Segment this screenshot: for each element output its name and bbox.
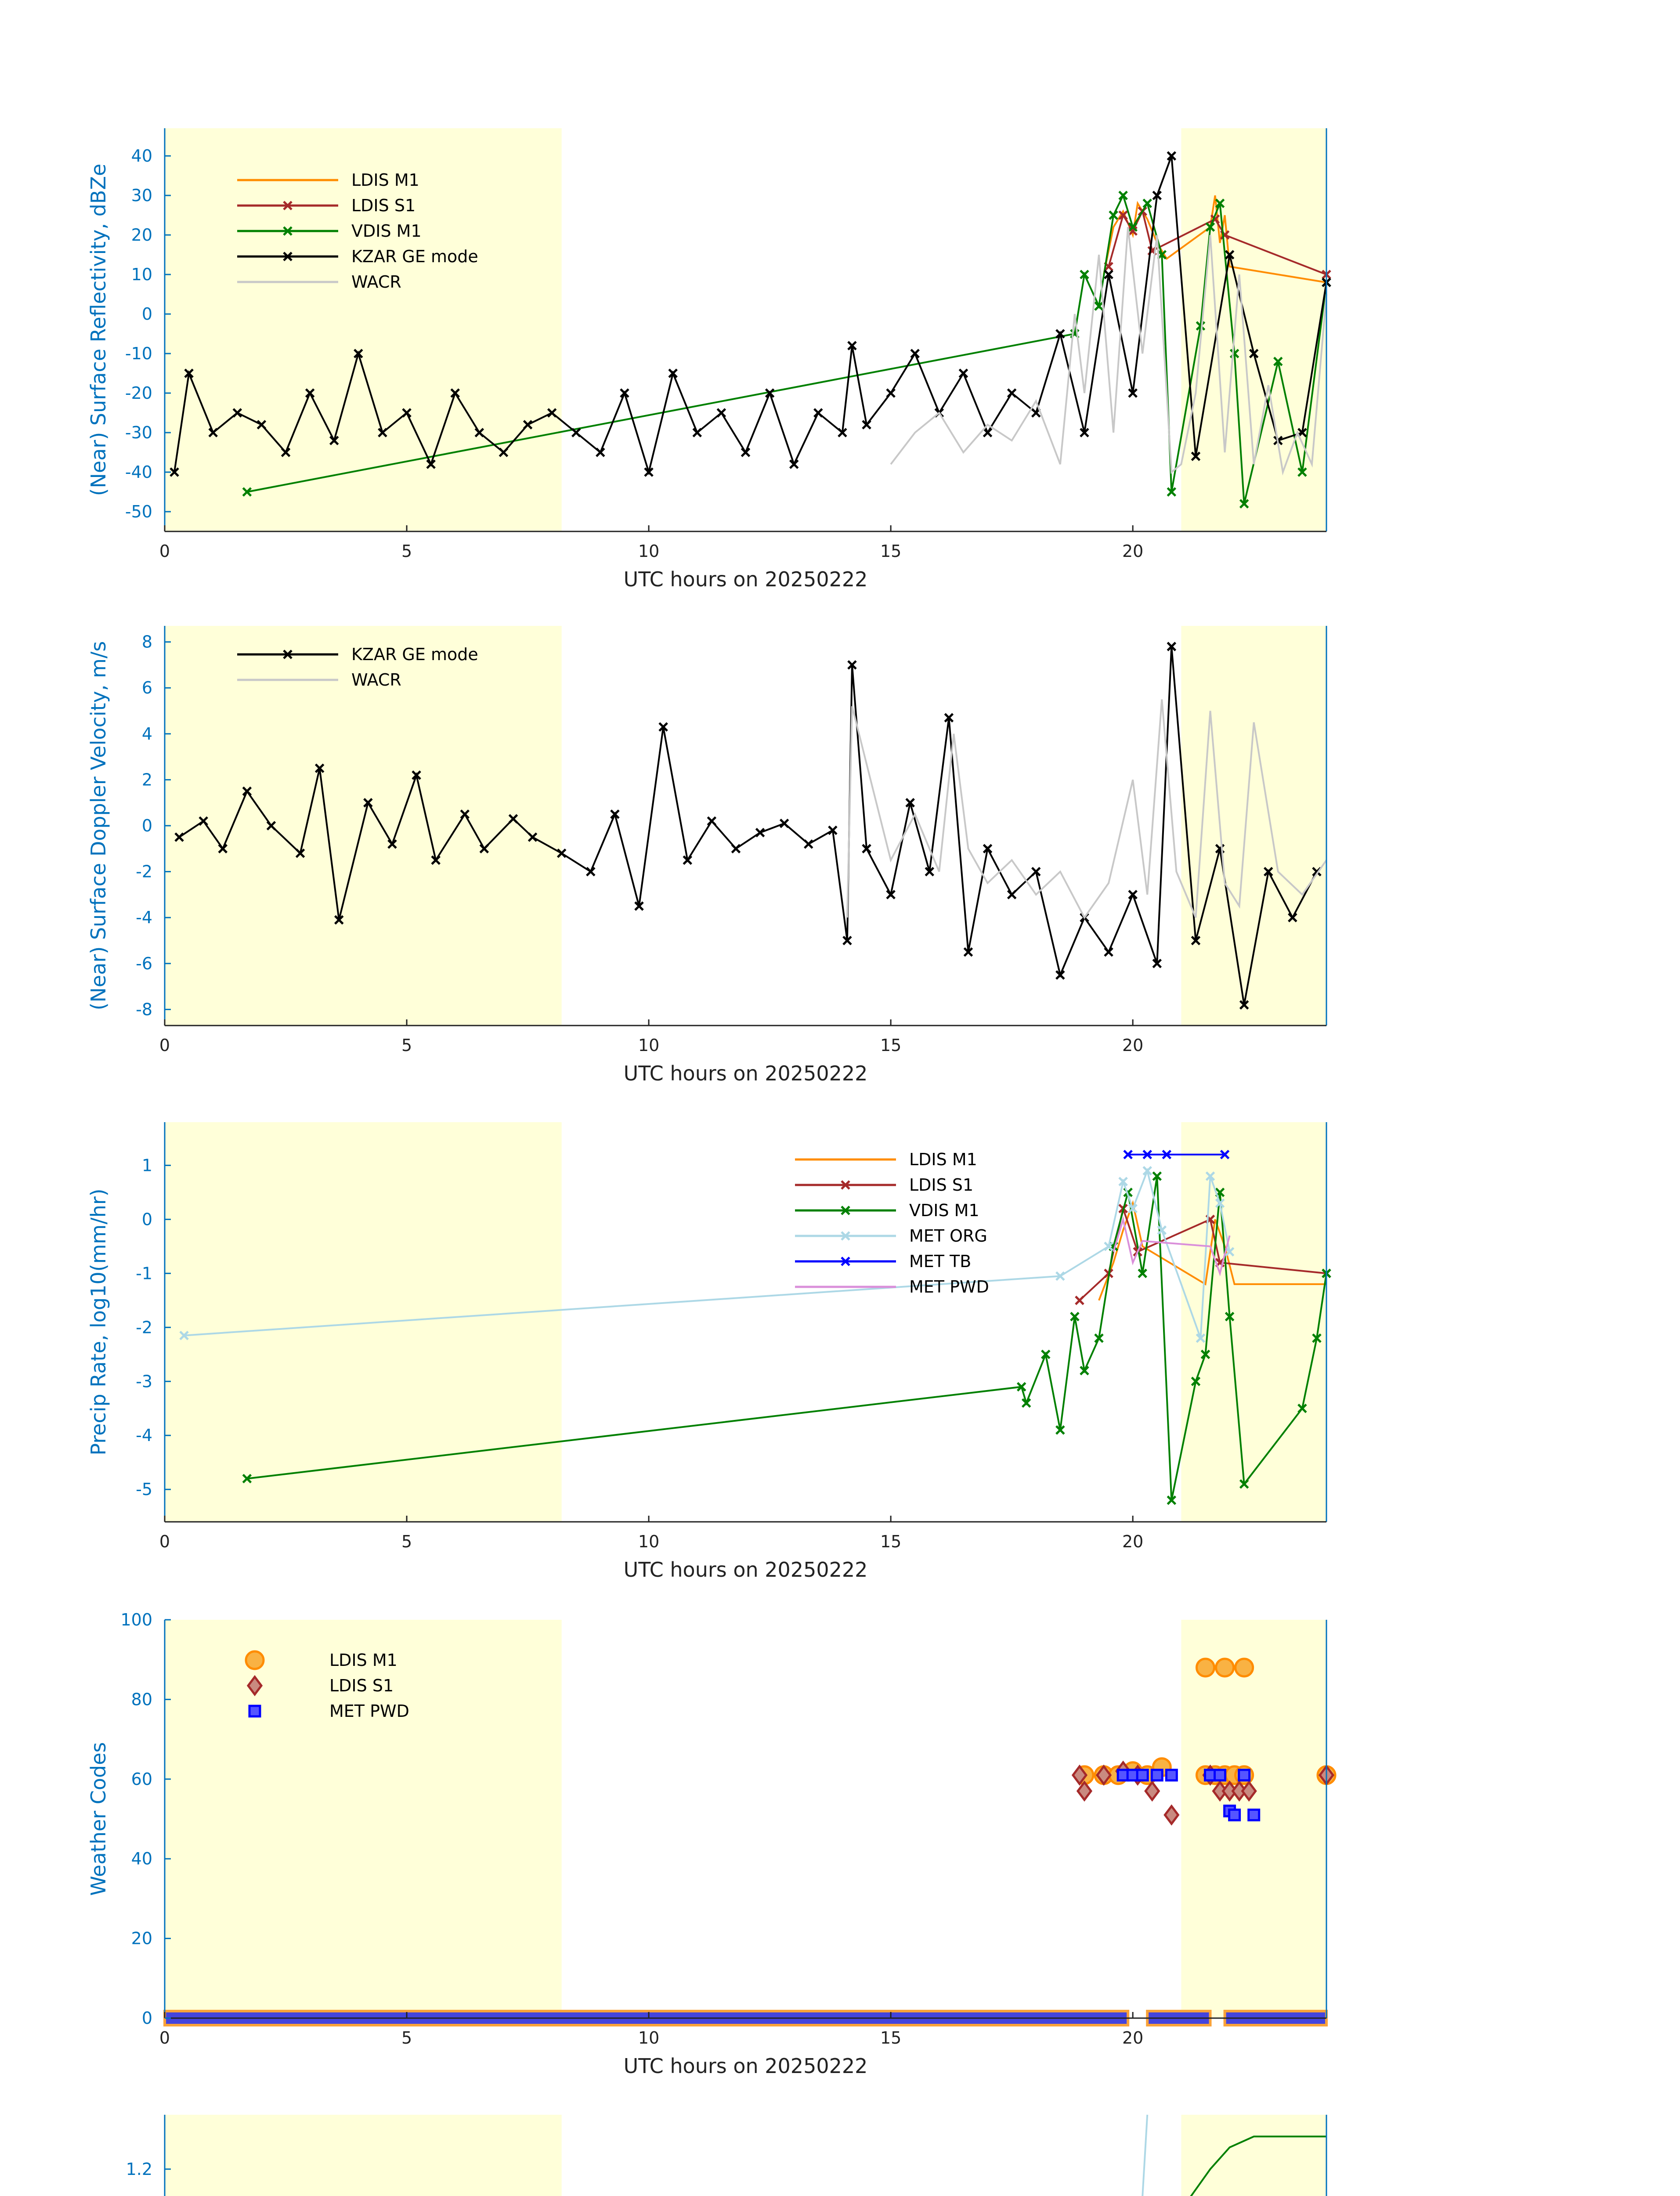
y-tick-label: -8 xyxy=(136,1000,152,1019)
y-tick-label: -3 xyxy=(136,1372,152,1391)
y-tick-label: 0 xyxy=(141,816,152,835)
legend-label: KZAR GE mode xyxy=(351,247,478,266)
met-pwd-point xyxy=(249,1706,260,1716)
y-tick-label: 20 xyxy=(131,225,152,245)
kzar-ge-mode-point xyxy=(732,845,740,852)
x-tick-label: 20 xyxy=(1122,542,1144,561)
night-shading xyxy=(165,2115,562,2196)
kzar-ge-mode-point xyxy=(693,429,701,437)
panel-weather_codes xyxy=(87,1610,1335,2078)
y-tick-label: 0 xyxy=(141,2008,152,2028)
y-tick-label: 10 xyxy=(131,265,152,284)
y-tick-label: 4 xyxy=(141,724,152,744)
kzar-ge-mode-point xyxy=(756,829,764,837)
y-tick-label: 0 xyxy=(141,1210,152,1229)
legend-label: MET PWD xyxy=(909,1277,989,1297)
y-tick-label: 60 xyxy=(131,1769,152,1789)
x-tick-label: 15 xyxy=(880,542,902,561)
y-tick-label: -6 xyxy=(136,954,152,973)
y-tick-label: -40 xyxy=(125,462,152,482)
kzar-ge-mode-point xyxy=(887,389,895,397)
y-tick-label: 1.2 xyxy=(126,2159,152,2179)
x-tick-label: 10 xyxy=(638,1532,660,1551)
x-tick-label: 0 xyxy=(159,542,170,561)
y-axis-label: (Near) Surface Doppler Velocity, m/s xyxy=(87,641,110,1011)
x-axis-label: UTC hours on 20250222 xyxy=(623,567,868,591)
legend-label: VDIS M1 xyxy=(909,1201,979,1220)
kzar-ge-mode-point xyxy=(780,820,788,827)
met-pwd-point xyxy=(1215,1770,1225,1781)
night-shading xyxy=(165,1122,562,1522)
x-axis-label: UTC hours on 20250222 xyxy=(623,1062,868,1085)
legend-label: WACR xyxy=(351,670,401,690)
y-tick-label: -5 xyxy=(136,1480,152,1499)
x-tick-label: 0 xyxy=(159,2028,170,2048)
legend xyxy=(795,1150,989,1297)
night-shading xyxy=(1181,2115,1326,2196)
kzar-ge-mode-point xyxy=(1105,948,1113,956)
y-tick-label: 40 xyxy=(131,1849,152,1869)
y-tick-label: -4 xyxy=(136,1426,152,1445)
x-tick-label: 5 xyxy=(401,1036,412,1055)
kzar-ge-mode-point xyxy=(959,369,967,377)
kzar-ge-mode-point xyxy=(742,448,750,456)
x-tick-label: 20 xyxy=(1122,2028,1144,2048)
night-shading xyxy=(1181,1122,1326,1522)
y-tick-label: 6 xyxy=(141,678,152,698)
legend-label: KZAR GE mode xyxy=(351,645,478,664)
legend-label: LDIS M1 xyxy=(909,1150,977,1169)
x-tick-label: 15 xyxy=(880,1532,902,1551)
legend-item-vdis-m1 xyxy=(795,1201,979,1220)
x-tick-label: 15 xyxy=(880,1036,902,1055)
y-tick-label: 0 xyxy=(141,304,152,324)
legend-label: VDIS M1 xyxy=(351,221,422,241)
kzar-ge-mode-point xyxy=(1008,389,1016,397)
x-tick-label: 10 xyxy=(638,2028,660,2048)
kzar-ge-mode-point xyxy=(1008,891,1016,899)
y-tick-label: -30 xyxy=(125,423,152,442)
y-tick-label: -2 xyxy=(136,1318,152,1337)
y-tick-label: -4 xyxy=(136,908,152,928)
kzar-ge-mode-point xyxy=(708,817,715,825)
x-tick-label: 5 xyxy=(401,542,412,561)
panel-doppler xyxy=(87,626,1326,1085)
met-pwd-point xyxy=(1166,1770,1177,1781)
legend-label: MET TB xyxy=(909,1252,972,1271)
ldis-s1-point xyxy=(1076,1297,1084,1304)
legend-label: LDIS S1 xyxy=(909,1175,974,1195)
y-tick-label: -10 xyxy=(125,344,152,363)
legend-item-ldis-m1 xyxy=(795,1150,977,1169)
met-pwd-point xyxy=(1137,1770,1148,1781)
x-tick-label: 20 xyxy=(1122,1036,1144,1055)
y-axis-label: Weather Codes xyxy=(87,1742,110,1896)
y-tick-label: -1 xyxy=(136,1264,152,1283)
legend-label: WACR xyxy=(351,272,401,292)
panel-reflectivity xyxy=(87,128,1330,591)
legend-item-met-org xyxy=(795,1226,987,1246)
y-tick-label: -50 xyxy=(125,502,152,521)
x-tick-label: 20 xyxy=(1122,1532,1144,1551)
met-pwd-point xyxy=(1229,1810,1240,1820)
legend-label: MET PWD xyxy=(329,1701,409,1721)
ldis-m1-point xyxy=(1196,1659,1214,1676)
ldis-m1-point xyxy=(1216,1659,1234,1676)
panel-cum_precip xyxy=(87,2115,1330,2196)
x-tick-label: 5 xyxy=(401,2028,412,2048)
x-tick-label: 5 xyxy=(401,1532,412,1551)
y-tick-label: 8 xyxy=(141,632,152,652)
panel-precip_rate xyxy=(87,1122,1330,1582)
legend-item-met-pwd xyxy=(795,1277,989,1297)
kzar-ge-mode-point xyxy=(596,448,604,456)
legend-item-ldis-s1 xyxy=(795,1175,973,1195)
y-tick-label: 1 xyxy=(141,1156,152,1175)
x-axis-label: UTC hours on 20250222 xyxy=(623,2054,868,2078)
legend-label: LDIS S1 xyxy=(329,1676,394,1695)
x-tick-label: 0 xyxy=(159,1036,170,1055)
legend-label: LDIS M1 xyxy=(351,170,419,190)
y-tick-label: 100 xyxy=(120,1610,152,1629)
x-tick-label: 10 xyxy=(638,1036,660,1055)
x-tick-label: 10 xyxy=(638,542,660,561)
kzar-ge-mode-point xyxy=(1129,891,1137,899)
legend-item-met-tb xyxy=(795,1252,971,1271)
met-pwd-point xyxy=(1239,1770,1250,1781)
y-tick-label: 80 xyxy=(131,1690,152,1709)
met-pwd-point xyxy=(1249,1810,1259,1820)
kzar-ge-mode-point xyxy=(814,409,822,417)
ldis-m1-point xyxy=(246,1651,264,1669)
legend-label: LDIS S1 xyxy=(351,196,416,215)
kzar-ge-mode-point xyxy=(984,429,992,437)
y-tick-label: 20 xyxy=(131,1929,152,1948)
y-tick-label: 40 xyxy=(131,146,152,166)
kzar-ge-mode-point xyxy=(911,350,919,358)
x-tick-label: 15 xyxy=(880,2028,902,2048)
y-axis-label: Precip Rate, log10(mm/hr) xyxy=(87,1188,110,1456)
ldis-m1-point xyxy=(1236,1659,1253,1676)
y-tick-label: 2 xyxy=(141,770,152,790)
kzar-ge-mode-point xyxy=(717,409,725,417)
x-axis-label: UTC hours on 20250222 xyxy=(623,1558,868,1582)
y-tick-label: -2 xyxy=(136,862,152,881)
y-tick-label: 30 xyxy=(131,186,152,205)
y-tick-label: -20 xyxy=(125,383,152,403)
legend-label: MET ORG xyxy=(909,1226,987,1246)
met-pwd-point xyxy=(1152,1770,1162,1781)
y-axis-label: (Near) Surface Reflectivity, dBZe xyxy=(87,163,110,496)
kzar-ge-mode-point xyxy=(587,868,595,876)
legend-label: LDIS M1 xyxy=(329,1651,397,1670)
ldis-s1-point xyxy=(1165,1806,1178,1824)
x-tick-label: 0 xyxy=(159,1532,170,1551)
kzar-ge-mode-point xyxy=(790,460,798,468)
kzar-ge-mode-point xyxy=(805,840,813,848)
